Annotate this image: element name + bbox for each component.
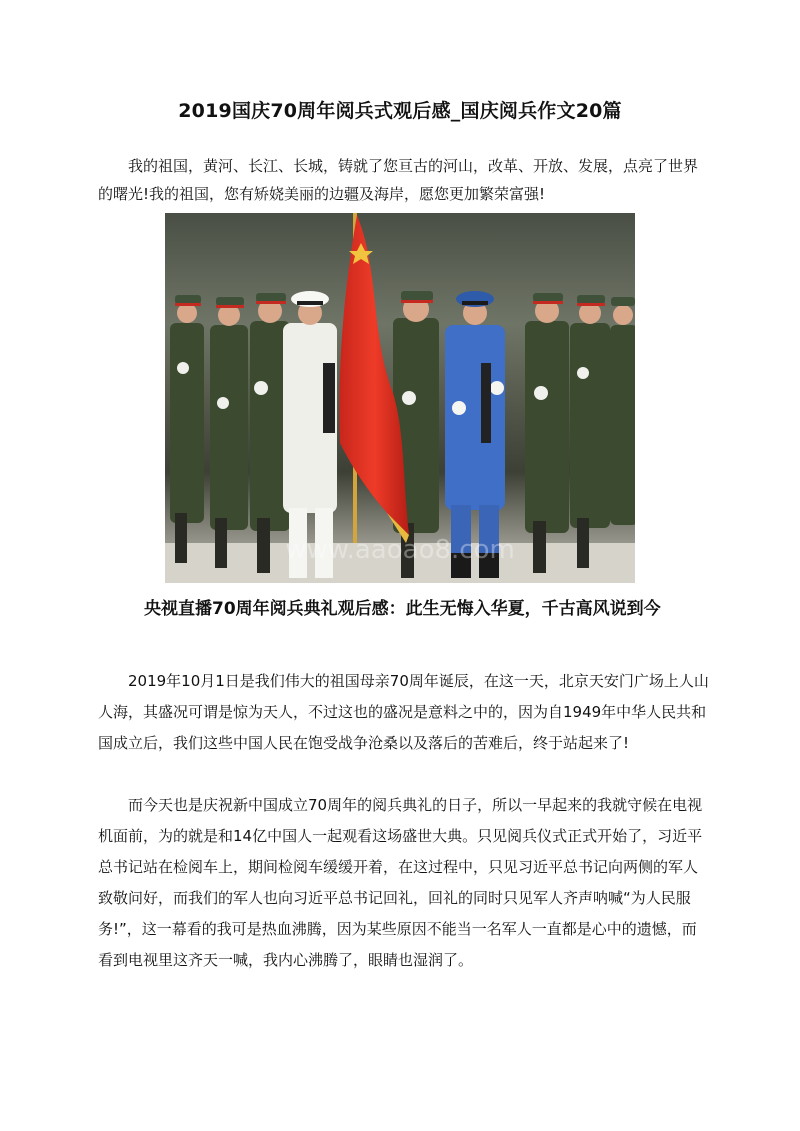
photo-watermark: www.aaoao8.com — [285, 535, 515, 565]
body-paragraph-1: 2019年10月1日是我们伟大的祖国母亲70周年诞辰，在这一天，北京天安门广场上人山人海，其盛况可谓是惊为天人，不过这也的盛况是意料之中的，因为自1949年中华人民共和国成立后，我们这些中国人民在饱受战争沧桑以及落后的苦难后，终于站起来了! — [98, 672, 709, 752]
parade-photo — [165, 213, 635, 583]
document-title: 2019国庆70周年阅兵式观后感_国庆阅兵作文20篇 — [178, 100, 622, 122]
intro-paragraph: 我的祖国，黄河、长江、长城，铸就了您亘古的河山，改革、开放、发展，点亮了世界的曙光!我的祖国，您有矫娆美丽的边疆及海岸，愿您更加繁荣富强! — [98, 157, 699, 203]
body-paragraph-2: 而今天也是庆祝新中国成立70周年的阅兵典礼的日子，所以一早起来的我就守候在电视机面前，为的就是和14亿中国人一起观看这场盛世大典。只见阅兵仪式正式开始了，习近平总书记站在检阅车上，期间检阅车缓缓开着，在这过程中，只见习近平总书记向两侧的军人致敬问好，而我们的军人也向习近平总书记回礼，回礼的同时只见军人齐声呐喊“为人民服务!”，这一幕看的我可是热血沸腾，因为某些原因不能当一名军人一直都是心中的遗憾，而看到电视里这齐天一喊，我内心沸腾了，眼睛也湿润了。 — [98, 796, 703, 969]
section-heading: 央视直播70周年阅兵典礼观后感：此生无悔入华夏，千古高风说到今 — [144, 599, 661, 619]
